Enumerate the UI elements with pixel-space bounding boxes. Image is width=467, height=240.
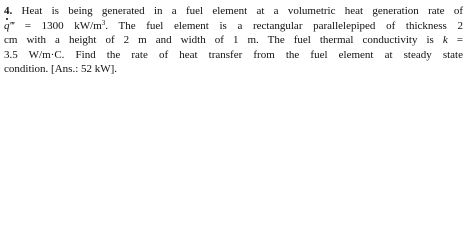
problem-line-5 — [4, 62, 463, 77]
problem-line-1 — [4, 4, 463, 19]
problem-number: 4. — [4, 5, 13, 17]
problem-line-3 — [4, 33, 463, 48]
problem-line-1-text: Heat is being generated in a fuel element at a volumetric heat generation rate of — [21, 5, 464, 17]
problem-line-2 — [4, 19, 463, 34]
problem-line-3-text: cm with a height of 2 m and width of 1 m. The fuel thermal conductivity is — [4, 34, 434, 47]
heat-generation-value: = 1300 kW/m — [14, 19, 102, 32]
problem-answer: condition. [Ans.: 52 kW]. — [4, 63, 118, 76]
problem-statement — [4, 4, 463, 77]
problem-line-4-text: 3.5 W/m·C. Find the rate of heat transfer from the fuel element at steady state — [4, 48, 463, 61]
conductivity-symbol: k — [442, 34, 448, 47]
heat-generation-symbol — [4, 19, 14, 34]
problem-line-2-text: . The fuel element is a rectangular parallelepiped of thickness 2 — [105, 19, 463, 32]
cubic-exponent: 3 — [101, 18, 106, 27]
problem-line-4 — [4, 48, 463, 63]
q-primes: ‴ — [9, 19, 15, 32]
conductivity-equals: = — [447, 34, 463, 47]
q-symbol: q — [4, 19, 10, 32]
